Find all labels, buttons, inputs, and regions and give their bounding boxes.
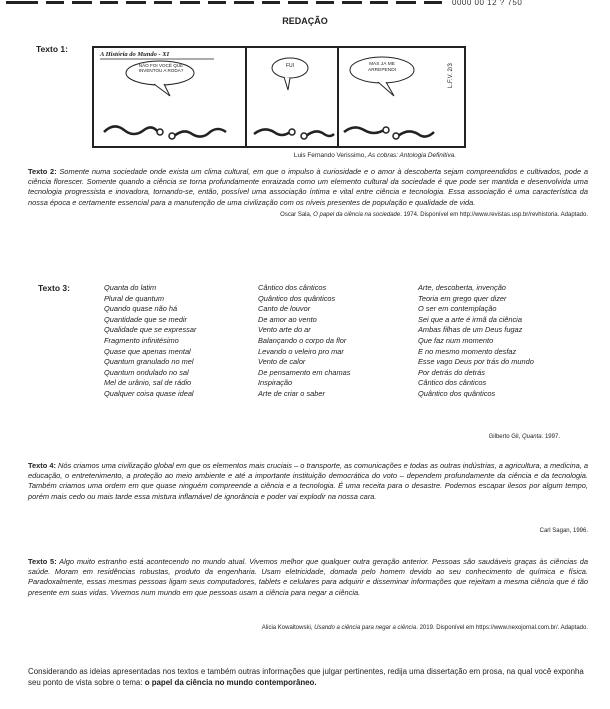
texto3-source: Gilberto Gil, Quanta. 1997. xyxy=(488,434,560,440)
poem-line: Arte, descoberta, invenção xyxy=(418,283,506,292)
poem-column-3 xyxy=(418,283,534,400)
poem-line: Plural de quantum xyxy=(104,293,164,303)
texto2-source: Oscar Sala, O papel da ciência na sociedade. 1974. Disponível em http://www.revistas.usp.br/revhistoria. Adaptado. xyxy=(280,212,588,218)
poem-line: Mel de urânio, sal de rádio xyxy=(104,378,192,388)
poem-line: Quântico dos quânticos xyxy=(258,293,336,303)
texto4-label: Texto 4: xyxy=(28,461,56,470)
poem-line: E no mesmo momento desfaz xyxy=(418,346,517,356)
texto5-body: Texto 5: Algo muito estranho está acontecendo no mundo atual. Vivemos melhor que qualquer outra geração anterior. Pessoas são saudáveis graças às ciências da saúde. Moram em residências robustas, produto da engenharia. Usam eletricidade, domada pelo homem devido ao seu conhecimento de química e física. Paradoxalmente, essas mesmas pessoas ligam seus computadores, tablets e celulares para adquirir e disseminar informações que rejeitam a mesma ciência que é tão presente em suas vidas. Vivemos num mundo em que pessoas usam a ciência para negar a ciência. xyxy=(28,557,588,597)
poem-line: Quase que apenas mental xyxy=(104,346,191,356)
page-title: REDAÇÃO xyxy=(282,16,328,26)
comic-side-text: L.F.V. 2/3 xyxy=(448,63,454,88)
poem-line: Quantum ondulado no sal xyxy=(104,367,189,377)
poem-line: Vento de calor xyxy=(258,357,306,367)
poem-line: Quantum granulado no mel xyxy=(104,357,194,367)
poem-line: Balançando o corpo da flor xyxy=(258,335,347,345)
page-code: 0000 00 12 ? 750 xyxy=(452,0,523,7)
poem-line: Vento arte do ar xyxy=(258,325,311,335)
texto4-body: Texto 4: Nós criamos uma civilização global em que os elementos mais cruciais – o transporte, as comunicações e todas as outras indústrias, a agricultura, a medicina, a educação, o entretenimento, a proteção ao meio ambiente e até a importante instituição democrática do voto – dependem profundamente da ciência e da tecnologia. Também criamos uma ordem em que quase ninguém compreende a ciência e a tecnologia. É uma receita para o desastre. Podemos escapar ilesos por algum tempo, porém mais cedo ou mais tarde essa mistura inflamável de ignorância e poder vai explodir na nossa cara. xyxy=(28,461,589,501)
essay-theme: o papel da ciência no mundo contemporâneo. xyxy=(144,678,317,687)
poem-line: Cântico dos cânticos xyxy=(258,283,327,292)
poem-column-2 xyxy=(258,283,350,400)
poem-line: Arte de criar o saber xyxy=(258,388,325,398)
texto2-body: Texto 2: Somente numa sociedade onde exista um clima cultural, em que o impulso à curiosidade e o amor à descoberta sejam compreendidos e cultivados, pode a ciência florescer. Somente quando a ciência se torna profundamente enraizada como um elemento cultural da sociedade é que pode ser mantida e desenvolvida uma tecnologia progressista e inovadora, tornando-se, então, possível uma associação íntima e vital entre ciência e tecnologia. Essa associação é uma característica da nossa época e certamente essencial para a manutenção de uma civilização com os níveis presentes de população e qualidade de vida. xyxy=(28,167,588,207)
essay-instruction: Considerando as ideias apresentadas nos textos e também outras informações que julgar pertinentes, redija uma dissertação em prosa, na qual você exponha seu ponto de vista sobre o tema: o papel da ciência no mundo contemporâneo. xyxy=(28,667,584,687)
comic-bubble-3: MAS JÁ ME ARREPENDI xyxy=(368,62,396,73)
comic-bubble-1: NÃO FOI VOCÊ QUE INVENTOU A RODA? xyxy=(138,63,184,74)
poem-line: Qualidade que se expressar xyxy=(104,325,197,335)
texto2-label: Texto 2: xyxy=(28,167,57,176)
poem-line: Que faz num momento xyxy=(418,335,494,345)
poem-line: De pensamento em chamas xyxy=(258,367,351,377)
poem-column-1 xyxy=(104,283,196,400)
texto1-label: Texto 1: xyxy=(36,44,68,54)
comic-strip xyxy=(92,46,466,148)
poem-line: Qualquer coisa quase ideal xyxy=(104,388,194,398)
poem-line: Por detrás do detrás xyxy=(418,367,485,377)
poem-line: Cântico dos cânticos xyxy=(418,378,487,388)
texto5-label: Texto 5: xyxy=(28,557,57,566)
comic-illustration xyxy=(94,48,464,146)
poem-line: Fragmento infinitésimo xyxy=(104,335,179,345)
poem-line: Inspiração xyxy=(258,378,293,388)
poem-line: Quando quase não há xyxy=(104,304,178,314)
poem-line: Canto de louvor xyxy=(258,304,311,314)
poem-line: Ambas filhas de um Deus fugaz xyxy=(418,325,523,335)
poem-line: O ser em contemplação xyxy=(418,304,497,314)
poem-line: Sei que a arte é irmã da ciência xyxy=(418,314,522,324)
poem-line: Quantidade que se medir xyxy=(104,314,187,324)
poem-line: Quanta do latim xyxy=(104,283,157,292)
texto4-source: Carl Sagan, 1996. xyxy=(539,528,588,534)
comic-bubble-2: FUI xyxy=(285,63,295,69)
poem-line: Teoria em grego quer dizer xyxy=(418,293,507,303)
texto5-source: Alicia Kowaltowski, Usando a ciência para negar a ciência. 2019. Disponível em https://www.nexojornal.com.br/. Adaptado. xyxy=(261,625,588,631)
poem-line: Quântico dos quânticos xyxy=(418,388,496,398)
poem-line: De amor ao vento xyxy=(258,314,317,324)
poem-line: Levando o veleiro pro mar xyxy=(258,346,344,356)
comic-title: A História do Mundo - XI xyxy=(100,51,170,58)
poem-line: Esse vago Deus por trás do mundo xyxy=(418,357,534,367)
texto3-label: Texto 3: xyxy=(38,283,70,293)
texto1-credit: Luis Fernando Verissimo, As cobras: Antologia Definitiva. xyxy=(293,152,456,159)
